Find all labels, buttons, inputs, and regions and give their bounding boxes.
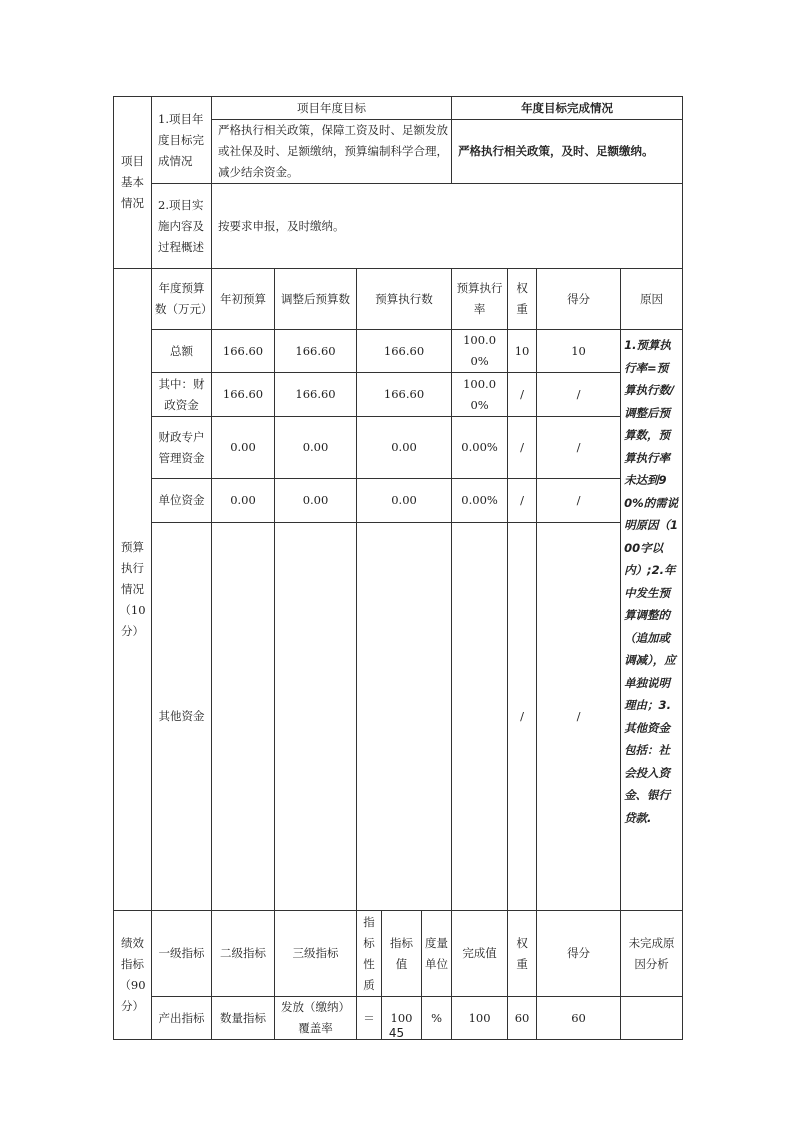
unit: % (422, 997, 452, 1040)
adjusted-budget: 0.00 (275, 417, 357, 479)
actual-value: 100 (452, 997, 508, 1040)
execution-rate: 0.00% (452, 417, 508, 479)
budget-header: 预算执行数 (357, 269, 452, 330)
budget-header: 年初预算 (212, 269, 275, 330)
budget-header: 预算执行率 (452, 269, 508, 330)
perf-header: 一级指标 (152, 911, 212, 997)
score: / (537, 373, 621, 417)
budget-header: 得分 (537, 269, 621, 330)
weight: 10 (508, 330, 537, 373)
executed-budget: 166.60 (357, 373, 452, 417)
initial-budget: 0.00 (212, 417, 275, 479)
budget-row (114, 417, 683, 479)
weight: / (508, 417, 537, 479)
perf-header: 三级指标 (275, 911, 357, 997)
perf-header: 得分 (537, 911, 621, 997)
adjusted-budget: 166.60 (275, 373, 357, 417)
budget-header: 原因 (621, 269, 683, 330)
execution-rate (452, 523, 508, 911)
goal-header: 项目年度目标 (212, 97, 452, 120)
indicator-nature: ＝ (357, 997, 382, 1040)
budget-header: 年度预算数（万元） (152, 269, 212, 330)
executed-budget: 0.00 (357, 479, 452, 523)
item2-text: 按要求申报，及时缴纳。 (212, 184, 683, 269)
budget-header: 权重 (508, 269, 537, 330)
initial-budget: 0.00 (212, 479, 275, 523)
adjusted-budget: 0.00 (275, 479, 357, 523)
score: 10 (537, 330, 621, 373)
row-label: 单位资金 (152, 479, 212, 523)
perf-header: 完成值 (452, 911, 508, 997)
performance-evaluation-table (113, 96, 683, 1040)
perf-header: 指标值 (382, 911, 422, 997)
goal-text: 严格执行相关政策，保障工资及时、足额发放或社保及时、足额缴纳，预算编制科学合理，减少结余资金。 (212, 120, 452, 184)
budget-section-label: 预算执行情况（10分） (114, 269, 152, 911)
adjusted-budget (275, 523, 357, 911)
perf-header: 二级指标 (212, 911, 275, 997)
level1-indicator: 产出指标 (152, 997, 212, 1040)
weight: / (508, 479, 537, 523)
completion-header: 年度目标完成情况 (452, 97, 683, 120)
budget-row (114, 330, 683, 373)
perf-header: 未完成原因分析 (621, 911, 683, 997)
weight: / (508, 373, 537, 417)
execution-rate: 100.00% (452, 330, 508, 373)
item2-label: 2.项目实施内容及过程概述 (152, 184, 212, 269)
weight: 60 (508, 997, 537, 1040)
target-value: 100 (382, 997, 422, 1040)
perf-header: 指标性质 (357, 911, 382, 997)
adjusted-budget: 166.60 (275, 330, 357, 373)
initial-budget: 166.60 (212, 373, 275, 417)
initial-budget: 166.60 (212, 330, 275, 373)
basic-section-label: 项目基本情况 (114, 97, 152, 269)
level3-indicator: 发放（缴纳）覆盖率 (275, 997, 357, 1040)
row-label: 其中：财政资金 (152, 373, 212, 417)
perf-header: 权重 (508, 911, 537, 997)
weight: / (508, 523, 537, 911)
row-label: 财政专户管理资金 (152, 417, 212, 479)
score: / (537, 417, 621, 479)
execution-rate: 100.00% (452, 373, 508, 417)
budget-row (114, 523, 683, 911)
budget-row (114, 373, 683, 417)
performance-section-label: 绩效指标（90分） (114, 911, 152, 1040)
item1-label: 1.项目年度目标完成情况 (152, 97, 212, 184)
executed-budget: 0.00 (357, 417, 452, 479)
score: 60 (537, 997, 621, 1040)
initial-budget (212, 523, 275, 911)
row-label: 总额 (152, 330, 212, 373)
executed-budget: 166.60 (357, 330, 452, 373)
perf-header: 度量单位 (422, 911, 452, 997)
level2-indicator: 数量指标 (212, 997, 275, 1040)
page-number: 45 (388, 1026, 405, 1040)
score: / (537, 479, 621, 523)
executed-budget (357, 523, 452, 911)
execution-rate: 0.00% (452, 479, 508, 523)
row-label: 其他资金 (152, 523, 212, 911)
budget-row (114, 479, 683, 523)
completion-text: 严格执行相关政策，及时、足额缴纳。 (452, 120, 683, 184)
score: / (537, 523, 621, 911)
budget-reason-note: 1.预算执行率=预算执行数/调整后预算数，预算执行率未达到90%的需说明原因（100字以内）;2.年中发生预算调整的（追加或调减），应单独说明理由；3.其他资金包括：社会投入资金、银行贷款. (621, 330, 683, 911)
budget-header: 调整后预算数 (275, 269, 357, 330)
